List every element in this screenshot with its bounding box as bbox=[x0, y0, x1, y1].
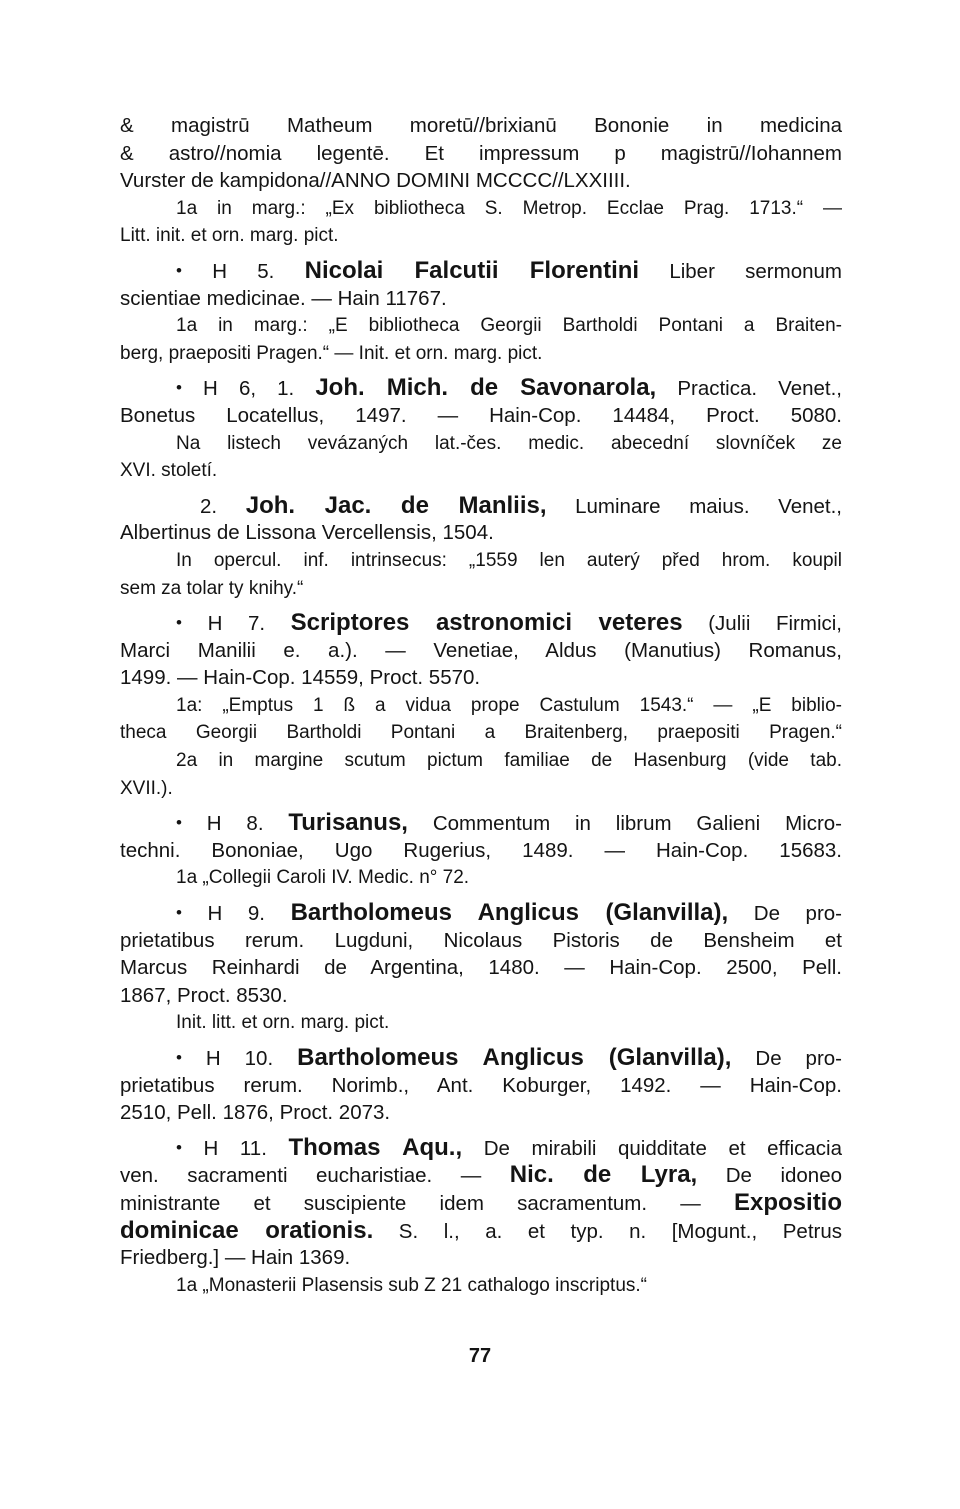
note-line: berg, praepositi Pragen.“ — Init. et orn. marg. pict. bbox=[120, 342, 543, 364]
entry-title: Commentum in librum Galieni Micro- bbox=[432, 812, 843, 836]
text-line: Vurster de kampidona//ANNO DOMINI MCCCC//LXXIIII. bbox=[120, 169, 631, 193]
note-line: 1a „Collegii Caroli IV. Medic. n° 72. bbox=[176, 867, 470, 889]
entry-code: 2. bbox=[200, 494, 218, 518]
text-line: Albertinus de Lissona Vercellensis, 1504. bbox=[120, 521, 494, 545]
text-line: Bonetus Locatellus, 1497. — Hain-Cop. 14484, Proct. 5080. bbox=[120, 403, 842, 427]
asterisk-mark: • bbox=[176, 378, 182, 398]
text-segment: ven. sacramenti eucharistiae. — bbox=[120, 1164, 482, 1188]
entry-code: H 9. bbox=[207, 902, 266, 926]
text-line bbox=[120, 1217, 842, 1245]
note-line: Na listech vevázaných lat.-čes. medic. abecední slovníček ze bbox=[176, 432, 842, 454]
entry-author: Nicolai Falcutii Florentini bbox=[304, 256, 640, 284]
page-number: 77 bbox=[468, 1345, 492, 1367]
entry-h10-heading bbox=[120, 1044, 842, 1072]
entry-h6-2-heading bbox=[120, 492, 842, 520]
asterisk-mark: • bbox=[176, 903, 182, 923]
text-segment: De idoneo bbox=[725, 1164, 843, 1188]
asterisk-mark: • bbox=[176, 613, 182, 633]
entry-author: Bartholomeus Anglicus (Glanvilla), bbox=[290, 899, 729, 927]
entry-author: Bartholomeus Anglicus (Glanvilla), bbox=[297, 1044, 732, 1071]
asterisk-mark: • bbox=[176, 813, 182, 833]
note-line: XVII.). bbox=[120, 777, 173, 799]
text-line: Friedberg.] — Hain 1369. bbox=[120, 1246, 351, 1270]
entry-code: H 11. bbox=[203, 1136, 267, 1160]
entry-title: Practica. Venet., bbox=[677, 377, 842, 401]
text-line: 1499. — Hain-Cop. 14559, Proct. 5570. bbox=[120, 666, 481, 690]
entry-h7-heading bbox=[120, 609, 842, 637]
entry-h11-heading bbox=[120, 1134, 842, 1162]
text-line: 1867, Proct. 8530. bbox=[120, 983, 288, 1007]
text-line: scientiae medicinae. — Hain 11767. bbox=[120, 286, 447, 310]
entry-title: De pro- bbox=[755, 1047, 843, 1070]
entry-h8-heading bbox=[120, 809, 842, 837]
note-line: XVI. století. bbox=[120, 460, 218, 482]
entry-author: Nic. de Lyra, bbox=[509, 1161, 698, 1189]
entry-title-bold: dominicae orationis. bbox=[120, 1216, 374, 1244]
entry-code: H 6, 1. bbox=[203, 377, 295, 401]
entry-author: Joh. Jac. de Manliis, bbox=[245, 491, 547, 519]
entry-title: De pro- bbox=[753, 902, 842, 926]
asterisk-mark: • bbox=[176, 1048, 182, 1067]
note-line: Init. litt. et orn. marg. pict. bbox=[176, 1012, 390, 1034]
note-line: In opercul. inf. intrinsecus: „1559 len auterý před hrom. koupil bbox=[176, 549, 842, 571]
note-line: 1a in marg.: „E bibliotheca Georgii Bartholdi Pontani a Braiten- bbox=[176, 315, 842, 337]
entry-author: Thomas Aqu., bbox=[288, 1133, 463, 1161]
text-segment: ministrante et suscipiente idem sacramentum. — bbox=[120, 1191, 701, 1215]
text-line: & astro//nomia legentē. Et impressum p magistrū//Iohannem bbox=[120, 141, 842, 165]
catalogue-page bbox=[120, 112, 842, 1299]
entry-title: Luminare maius. Venet., bbox=[575, 494, 842, 518]
text-line: Marci Manilii e. a.). — Venetiae, Aldus (Manutius) Romanus, bbox=[120, 638, 842, 662]
asterisk-mark: • bbox=[176, 1137, 182, 1157]
entry-title: (Julii Firmici, bbox=[708, 612, 843, 636]
text-line: prietatibus rerum. Norimb., Ant. Koburger, 1492. — Hain-Cop. bbox=[120, 1073, 842, 1097]
note-line: 1a in marg.: „Ex bibliotheca S. Metrop. Ecclae Prag. 1713.“ — bbox=[176, 197, 842, 219]
note-line: Litt. init. et orn. marg. pict. bbox=[120, 225, 339, 247]
note-line: 1a „Monasterii Plasensis sub Z 21 cathalogo inscriptus.“ bbox=[176, 1274, 648, 1296]
note-line: 1a: „Emptus 1 ß a vidua prope Castulum 1543.“ — „E biblio- bbox=[176, 694, 842, 716]
entry-author: Scriptores astronomici veteres bbox=[290, 609, 683, 637]
entry-author: Turisanus, bbox=[288, 809, 408, 837]
entry-code: H 5. bbox=[212, 259, 275, 283]
entry-h6-heading bbox=[120, 374, 842, 402]
note-line: theca Georgii Bartholdi Pontani a Braitenberg, praepositi Pragen.“ bbox=[120, 722, 842, 744]
text-line bbox=[120, 1189, 842, 1217]
text-line: & magistrū Matheum moretū//brixianū Bononie in medicina bbox=[120, 114, 842, 137]
entry-code: H 7. bbox=[207, 612, 266, 636]
note-line: 2a in margine scutum pictum familiae de Hasenburg (vide tab. bbox=[176, 750, 842, 772]
text-line: Marcus Reinhardi de Argentina, 1480. — Hain-Cop. 2500, Pell. bbox=[120, 956, 842, 980]
entry-author: Joh. Mich. de Savonarola, bbox=[315, 374, 657, 402]
entry-h9-heading bbox=[120, 899, 842, 927]
text-line bbox=[120, 1161, 842, 1189]
text-line: techni. Bononiae, Ugo Rugerius, 1489. — Hain-Cop. 15683. bbox=[120, 838, 842, 862]
text-line: prietatibus rerum. Lugduni, Nicolaus Pistoris de Bensheim et bbox=[120, 928, 842, 952]
entry-code: H 10. bbox=[205, 1047, 274, 1070]
entry-title-bold: Expositio bbox=[734, 1188, 843, 1216]
entry-h5-heading bbox=[120, 257, 842, 285]
text-segment: S. l., a. et typ. n. [Mogunt., Petrus bbox=[398, 1219, 842, 1243]
asterisk-mark: • bbox=[176, 260, 182, 280]
text-line: 2510, Pell. 1876, Proct. 2073. bbox=[120, 1101, 391, 1125]
entry-title: De mirabili quidditate et efficacia bbox=[483, 1136, 842, 1160]
entry-title: Liber sermonum bbox=[669, 259, 842, 283]
entry-code: H 8. bbox=[206, 812, 264, 836]
note-line: sem za tolar ty knihy.“ bbox=[120, 577, 304, 599]
